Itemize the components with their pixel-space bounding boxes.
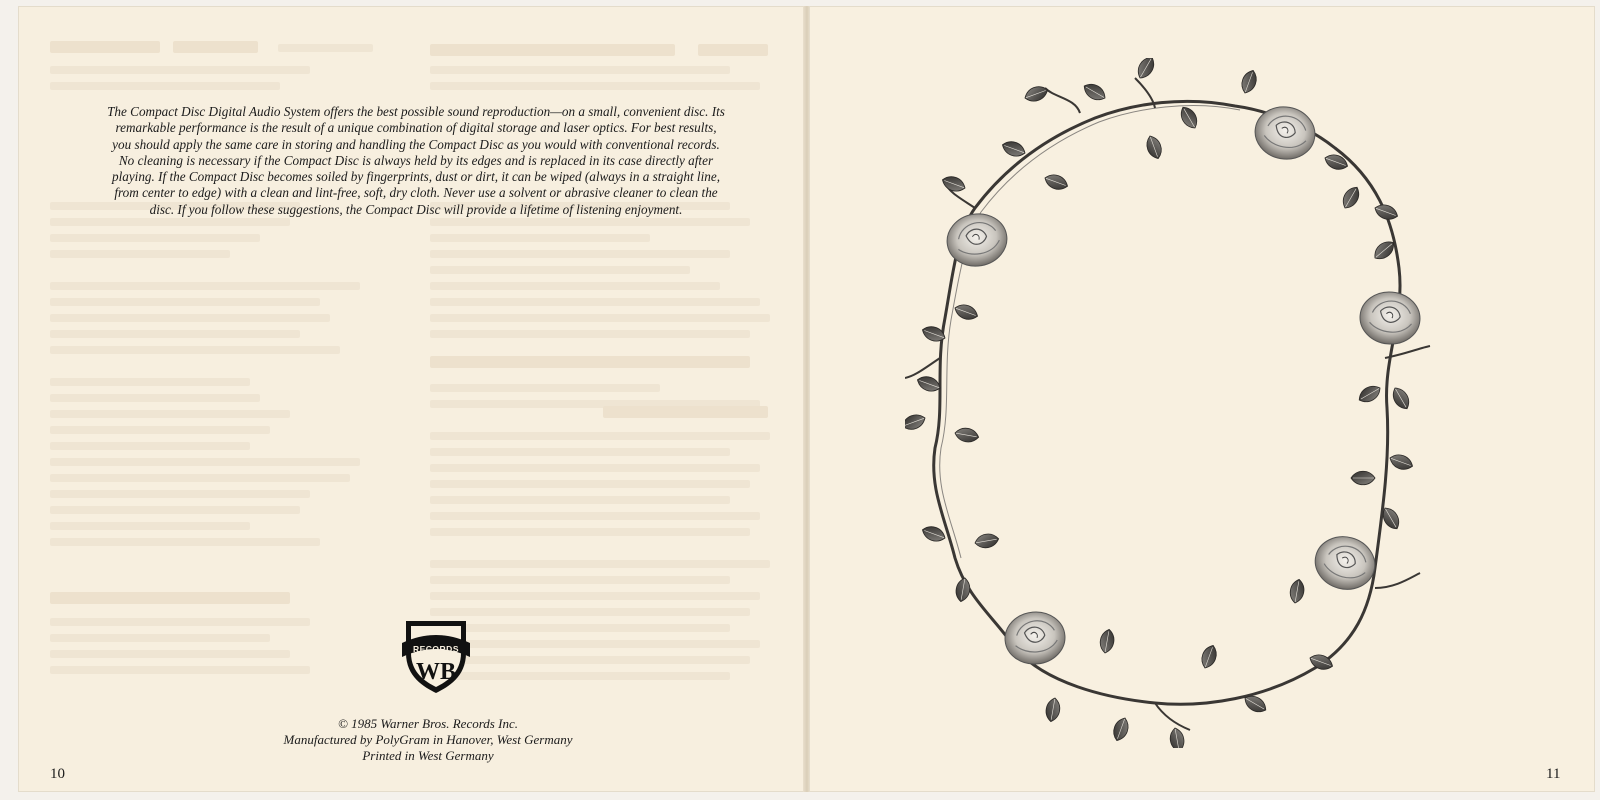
left-page xyxy=(18,6,805,792)
manufacturer-line: Manufactured by PolyGram in Hanover, West Germany xyxy=(283,732,573,747)
copyright-line: © 1985 Warner Bros. Records Inc. xyxy=(338,716,518,731)
compact-disc-care-notice: The Compact Disc Digital Audio System offers the best possible sound reproduction—on a small, convenient disc. Its remarkable performance is the result of a unique combination of digital storage and laser optics. For best results, you should apply the same care in storing and handling the Compact Disc as you would with conventional records. No cleaning is necessary if the Compact Disc is always held by its edges and is replaced in its case directly after playing. If the Compact Disc becomes soiled by fingerprints, dust or dirt, it can be wiped (always in a straight line, from center to edge) with a clean and lint-free, soft, dry cloth. Never use a solvent or abrasive cleaner to clean the disc. If you follow these suggestions, the Compact Disc will provide a lifetime of listening enjoyment. xyxy=(107,104,725,217)
logo-records-text: RECORDS xyxy=(412,644,460,654)
page-number-right: 11 xyxy=(1546,766,1561,782)
page-number-left: 10 xyxy=(50,766,65,782)
credits-block xyxy=(208,716,648,764)
warner-bros-records-logo-icon xyxy=(400,617,472,695)
logo-monogram: WB xyxy=(415,659,457,685)
printed-line: Printed in West Germany xyxy=(362,748,494,763)
rose-wreath-illustration xyxy=(905,58,1475,748)
